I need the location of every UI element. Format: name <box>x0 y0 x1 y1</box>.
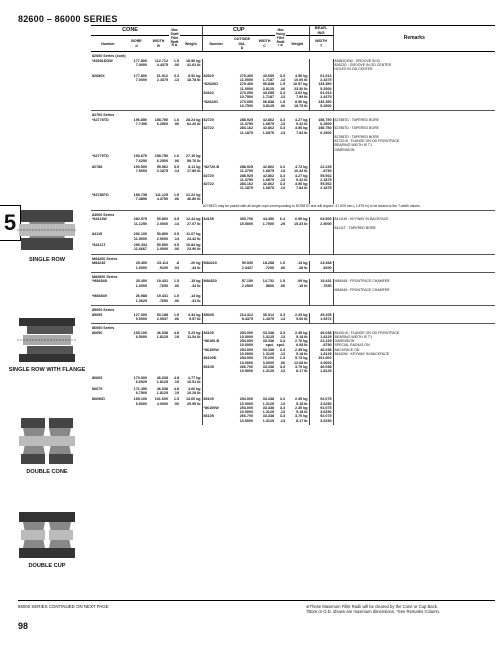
cup-od-cell: 214.312 8.4375 <box>239 312 254 321</box>
cup-weight-cell: 2.35 kg 5.18 lb 2.76 kg 6.08 lb 2.35 kg 5.18 lb 5.73 kg 12.68 lb 3.70 kg 8.17 lb <box>294 330 308 374</box>
cone-weight-cell: 13.60 kg 29.99 lb <box>185 397 201 406</box>
cup-od-cell: 57.150 2.2500 <box>241 279 254 288</box>
page-number: 98 <box>18 621 29 631</box>
remarks-cell <box>333 387 495 398</box>
remarks-cell: 86100-B : FLANGE ON OD FRONTFACE, BEARING WIDTH IS T1 DIMENSION SPECIAL RADIUS ON BACKFACE OD 86100W : KEYWAY IN BACKFACE <box>333 331 495 376</box>
cone-number-cell: *84111T <box>92 243 106 248</box>
remarks-cell <box>333 294 495 305</box>
housing-fillet-cell <box>275 243 286 254</box>
housing-fillet-cell <box>275 232 286 243</box>
cup-weight-cell: 4.56 kg 10.06 lb 10.57 kg 23.30 lb 3.62 kg 7.99 lb 8.50 kg 18.75 lb <box>292 73 308 108</box>
cone-width-cell: 50.800 2.0000 <box>156 243 169 252</box>
cup-number-cell <box>202 243 230 254</box>
remarks-cell <box>333 313 495 324</box>
figure-label: SINGLE ROW <box>28 257 66 263</box>
cup-width-cell: 42.862 1.6875 42.862 1.6875 <box>262 117 275 135</box>
remarks-cell: 82681DGW : GROOVE IN ID 82622D : GROOVE IN OD CENTER HOLES IN OD CENTER <box>333 59 495 74</box>
cup-od-cell <box>230 232 254 243</box>
cone-number-cell: 82680X <box>92 73 105 78</box>
cone-weight-cell: .14 kg .31 lb <box>190 294 201 303</box>
max-shaft-fillet-header: Max Shaft Fillet Radii R ⊕ <box>169 26 180 52</box>
cone-bore-cell: 25.400 1.0000 <box>135 279 147 288</box>
figure-single-row-flange <box>6 316 88 374</box>
cup-number-cell: M84210 <box>202 261 230 272</box>
cone-weight-cell: 5.23 kg 11.54 lb <box>187 330 201 339</box>
bearing-width-cell <box>309 387 333 398</box>
cup-number-cell <box>202 376 230 387</box>
table-row <box>91 331 495 376</box>
shaft-fillet-cell: 1.5 .06 <box>173 279 180 288</box>
cup-od-cell: 254.000 10.0000 254.000 10.0000 254.000 10.0000 254.000 10.0000 266.700 10.5000 <box>239 330 254 374</box>
section-row <box>91 254 495 261</box>
cone-bore-cell: 171.450 6.7500 <box>133 386 147 395</box>
table-row <box>91 376 495 387</box>
cone-number-cell: M84249 <box>92 261 106 266</box>
cone-width-cell: 55.562 2.1875 <box>156 164 169 174</box>
cone-weight-cell: .20 kg .44 lb <box>190 261 201 270</box>
table-row <box>91 279 495 294</box>
cup-od-cell: 254.000 10.0000 254.000 10.0000 266.700 10.5000 <box>239 397 254 423</box>
cup-weight-cell <box>286 59 309 74</box>
cone-weight-cell: 8.52 kg 18.78 lb <box>187 73 201 83</box>
cone-width-cell: 53.188 2.0937 <box>156 312 169 321</box>
cone-weight-header: Weight <box>180 36 202 52</box>
remarks-cell <box>333 165 495 193</box>
cup-weight-cell <box>286 193 309 204</box>
cone-bore-cell: 25.400 1.0000 <box>135 261 147 270</box>
bearing-width-cell <box>309 243 333 254</box>
cone-number-cell: *M84548 <box>92 279 107 284</box>
shaft-fillet-cell: 3.5 .14 <box>173 164 180 174</box>
cone-number-cell: 86650 <box>92 330 103 335</box>
cup-weight-cell <box>286 154 309 165</box>
cup-weight-cell: .13 kg .28 lb <box>297 261 308 270</box>
bearing-width-cell: 22.225 .8750 55.562 2.1875 55.562 2.1875 <box>309 165 333 193</box>
cup-od-cell <box>230 294 254 305</box>
cone-number-cell: 86650D <box>92 397 105 402</box>
cup-weight-cell <box>286 243 309 254</box>
cone-bore-cell: 165.100 6.5000 <box>133 330 147 339</box>
section-heading: 82700 Series <box>91 111 495 118</box>
cup-od-header: OUTSIDE DIA. D <box>230 36 254 52</box>
housing-fillet-cell: 3.3 .13 3.3 spcl. 3.3 .13 1.5 .06 3.3 .13 <box>276 330 286 374</box>
cone-bore-cell: 292.100 11.5000 <box>133 232 147 241</box>
cup-number-cell: 82620 *82620D 82622 *82622D <box>202 74 230 111</box>
section-row <box>91 273 495 280</box>
cone-number-cell: 85095 <box>92 312 103 317</box>
cone-weight-cell: 21.22 kg 46.80 lb <box>185 192 201 202</box>
cup-weight-cell <box>286 376 309 387</box>
cone-width-cell: 19.431 .7650 <box>156 279 169 288</box>
table-row <box>91 193 495 204</box>
cone-weight-cell: 12.44 kg 27.07 lb <box>185 217 201 226</box>
cup-weight-cell <box>286 387 309 398</box>
cone-bore-cell: 282.575 11.1250 <box>133 217 147 226</box>
cup-number-cell: M84510 <box>202 279 230 294</box>
table-row <box>91 397 495 425</box>
cup-width-cell: 18.288 .7200 <box>262 261 275 270</box>
housing-fillet-cell: 3.3 .13 3.3 .13 <box>279 117 286 135</box>
remarks-cell: 82788TD : TAPERED BORE 82786TD : TAPERED BORE 82788TD : TAPERED BORE 82720-B : FLANGE ON OD FRONTFACE, BEARING WIDTH IS T1 DIMENSION <box>333 118 495 155</box>
cup-weight-cell: 6.99 kg 15.33 lb <box>294 217 308 226</box>
cone-weight-cell: 10.84 kg 23.90 lb <box>185 243 201 252</box>
cup-number-cell <box>202 387 230 398</box>
cup-od-cell: 393.700 15.5000 <box>239 217 254 226</box>
cup-width-cell: 14.732 .5800 <box>262 279 275 288</box>
cup-number-cell: 82720 82722 <box>202 118 230 155</box>
cup-width-cell: 42.862 1.6875 42.862 1.6875 42.862 1.6875 <box>262 164 275 191</box>
cup-number-cell <box>202 294 230 305</box>
figure-double-cone <box>6 416 88 476</box>
remarks-cell <box>333 397 495 425</box>
cone-weight-cell: .15 kg .34 lb <box>190 279 201 288</box>
cup-number-cell <box>202 193 230 204</box>
cone-width-cell: 23.114 .9100 <box>156 261 169 270</box>
cone-width-cell: 112.712 4.4375 <box>154 58 169 67</box>
shaft-fillet-cell: 3.5 .06 <box>173 243 180 252</box>
bearing-width-cell <box>309 154 333 165</box>
remarks-cell <box>333 154 495 165</box>
table-body <box>91 52 495 425</box>
cone-width-header: WIDTH B <box>148 36 169 52</box>
cup-width-cell <box>254 376 275 387</box>
cone-weight-cell: 27.10 kg 59.76 lb <box>185 154 201 163</box>
remarks-cell <box>333 376 495 387</box>
housing-fillet-cell: 3.3 .13 3.3 .13 3.3 .13 <box>279 397 286 423</box>
remarks-cell: 84111W : KEYWAY IN BACKFACE 84111T : TAPERED BORE <box>333 217 495 232</box>
cone-bore-cell: 193.675 7.6250 <box>133 154 147 163</box>
cup-width-cell <box>254 294 275 305</box>
bearing-width-cell <box>309 232 333 243</box>
cone-header: CONE <box>91 26 169 36</box>
figure-double-cup <box>6 510 88 570</box>
cup-weight-cell <box>286 232 309 243</box>
cup-number-cell: 86100 *86100W 86105 <box>202 397 230 425</box>
bearing-width-cell <box>309 193 333 204</box>
bearing-width-cell: 158.750 6.2500 158.750 6.2500 <box>309 118 333 155</box>
cone-width-cell: 158.750 6.2500 <box>154 117 169 126</box>
remarks-cell: M84548 : FRONTFACE CHAMFER M84549 : FRONTFACE CHAMFER <box>333 279 495 294</box>
bearing-width-cell: 92.075 3.6250 92.075 3.6250 92.075 3.6250 <box>309 397 333 425</box>
cone-width-cell: 50.800 2.0000 <box>156 232 169 241</box>
cone-weight-cell: 18.96 kg 41.81 lb <box>185 58 201 67</box>
cup-width-cell: 43.655 1.7187 96.838 3.8125 43.655 1.7187 96.838 3.8125 <box>262 73 275 108</box>
cone-bore-cell: 170.000 6.6929 <box>133 375 147 385</box>
bearing-spec-table <box>91 25 495 600</box>
section-row <box>91 52 495 59</box>
cup-number-cell <box>202 154 230 165</box>
cone-bore-cell: 26.988 1.0625 <box>135 294 147 303</box>
cone-number-cell: 86675 <box>92 386 103 391</box>
section-heading: M84200 Series <box>91 254 495 261</box>
cone-width-cell: 46.038 1.8125 <box>156 330 169 339</box>
bearing-width-cell <box>309 294 333 305</box>
shaft-fillet-cell: 1.6 .06 <box>173 117 180 126</box>
cone-width-cell: 61.912 2.4375 <box>156 73 169 83</box>
cup-od-cell <box>230 376 254 387</box>
cone-number-cell: *82778TD <box>92 117 109 122</box>
max-housing-fillet-header: Max Hsing Fillet Radii r ⊕ <box>275 26 286 52</box>
cup-number-cell: 86100 *86100-B *86100W 86100D 86105 <box>202 331 230 376</box>
cone-width-cell: 46.038 1.8125 <box>156 386 169 395</box>
cup-width-header: WIDTH C <box>254 36 275 52</box>
bearing-width-cell: 63.500 2.5000 <box>309 217 333 232</box>
cone-bore-cell: 296.334 11.6667 <box>133 243 147 252</box>
cone-bore-cell: 196.850 7.7496 <box>133 117 147 126</box>
figure-label: DOUBLE CONE <box>26 469 68 475</box>
bearing-width-header: WIDTH T <box>309 36 333 52</box>
shaft-fillet-cell: 3.5 .14 <box>173 232 180 241</box>
housing-fillet-cell <box>275 294 286 305</box>
shaft-fillet-cell: 4.8 .19 <box>173 375 180 385</box>
shaft-fillet-cell: 3.5 .14 <box>173 217 180 226</box>
cone-number-cell: *M84549 <box>92 294 107 299</box>
cone-width-cell: 101.600 4.0000 <box>154 397 169 406</box>
cup-width-cell <box>254 154 275 165</box>
cup-width-cell: 33.338 1.3125 33.338 spcl. 33.338 1.3125 76.200 3.0000 33.338 1.3125 <box>262 330 275 374</box>
cup-od-cell <box>230 193 254 204</box>
bearing-double-cup-icon <box>17 510 77 560</box>
cone-number-cell: *82788TD <box>92 192 109 197</box>
cup-weight-cell: 4.27 kg 9.42 lb 3.56 kg 7.84 lb <box>295 117 308 135</box>
table-row <box>91 217 495 232</box>
footnote-continued: 86000 SERIES CONTINUED ON NEXT PAGE <box>18 604 109 609</box>
footnote-legend: ⊕These Maximum Fillet Radii will be cleared by the Cone or Cup Back. †Bore or O.D. shown are maximum dimensions. *See Remarks Column. <box>306 604 441 614</box>
table-row <box>91 59 495 74</box>
note-row <box>91 204 495 211</box>
table-row <box>91 294 495 305</box>
cup-width-cell: 33.338 1.3125 33.338 1.3125 33.338 1.3125 <box>262 397 275 423</box>
cone-bore-cell: 189.738 7.4896 <box>133 192 147 202</box>
housing-fillet-cell <box>275 154 286 165</box>
shaft-fillet-cell: 1.5 .06 <box>173 192 180 202</box>
bearing-width-cell: 49.205 1.9372 <box>309 313 333 324</box>
cup-number-cell: 84155 <box>202 217 230 232</box>
housing-fillet-cell: 3.3 .13 3.3 .13 3.3 .13 <box>279 164 286 191</box>
table-row <box>91 74 495 111</box>
table-row <box>91 313 495 324</box>
shaft-fillet-cell: 1.5 .06 <box>173 312 180 321</box>
housing-fillet-cell: 3.3 .13 <box>279 312 286 321</box>
bearing-width-cell: 23.368 .9200 <box>309 261 333 272</box>
bearing-single-row-icon <box>17 206 77 254</box>
pairing-note: 82788TD may be paired with all single cups corresponding to 82788TD and will require -47.625 mm (-1.875 in) to be added to the T-width values. <box>203 203 421 208</box>
bearing-flange-icon <box>17 316 77 364</box>
cup-od-cell <box>230 154 254 165</box>
housing-fillet-cell: 6.4 .25 <box>279 217 286 226</box>
shaft-fillet-cell: 1.5 .06 <box>173 397 180 406</box>
footer-rule <box>18 600 495 601</box>
cup-od-cell: 279.400 11.0000 279.400 11.0000 273.050 10.7500 273.050 10.7500 <box>239 73 254 108</box>
housing-fillet-cell: 3.3 .13 1.5 .06 3.3 .13 1.5 .06 <box>279 73 286 108</box>
cup-weight-cell: 2.29 kg 5.06 lb <box>295 312 308 321</box>
cone-bore-header: BORE d <box>125 36 148 52</box>
section-row <box>91 211 495 218</box>
cup-od-cell <box>230 59 254 74</box>
housing-fillet-cell: 1.5 .06 <box>279 261 286 270</box>
housing-fillet-cell <box>275 387 286 398</box>
cone-width-cell: 50.800 2.0000 <box>156 217 169 226</box>
bearing-width-cell <box>309 376 333 387</box>
figure-label: SINGLE ROW WITH FLANGE <box>8 367 86 373</box>
housing-fillet-cell: 1.5 .06 <box>279 279 286 288</box>
section-heading: 85000 Series <box>91 306 495 313</box>
bearing-width-cell: 46.038 1.8125 22.225 .8750 46.038 1.8125 101.600 4.0000 46.038 1.8125 <box>309 331 333 376</box>
cone-bore-cell: 177.800 7.0000 <box>133 58 147 67</box>
remarks-cell <box>333 74 495 111</box>
section-tab: 5 <box>0 205 21 241</box>
figure-single-row <box>6 206 88 264</box>
remarks-cell <box>333 261 495 272</box>
remarks-cell <box>333 193 495 204</box>
cup-od-cell: 288.925 11.3750 284.162 11.1875 <box>239 117 254 135</box>
series-title: 82600 – 86000 SERIES <box>18 14 118 24</box>
section-heading: 84000 Series <box>91 211 495 218</box>
cone-bore-cell: 165.100 6.5000 <box>133 397 147 406</box>
cone-width-cell: 19.431 .7650 <box>156 294 169 303</box>
cup-number-cell: *82720-B 82720 82722 <box>202 165 230 193</box>
bearing-width-cell: 61.913 2.4375 133.350 5.2500 61.913 2.4375 133.350 5.2500 <box>309 74 333 111</box>
cup-width-cell <box>254 387 275 398</box>
cone-weight-cell: 28.24 kg 62.26 lb <box>185 117 201 126</box>
table-row <box>91 387 495 398</box>
shaft-fillet-cell: 4.8 .19 <box>173 330 180 339</box>
cup-number-header: Number <box>202 36 230 52</box>
cone-width-cell: 111.125 4.3750 <box>155 192 169 202</box>
shaft-fillet-cell: 1.5 .06 <box>173 294 180 303</box>
cone-number-cell: 84115 <box>92 232 103 237</box>
section-heading: 82600 Series (cont) <box>91 52 495 59</box>
table-row <box>91 261 495 272</box>
cone-weight-cell: 4.66 kg 10.29 lb <box>187 386 201 395</box>
cup-header: CUP <box>202 26 275 36</box>
cone-number-cell: *82779TD <box>92 154 109 159</box>
cone-width-cell: 158.750 6.2500 <box>154 154 169 163</box>
cone-number-cell: 82788 <box>92 164 103 169</box>
section-row <box>91 111 495 118</box>
cone-bore-cell: 127.000 5.0000 <box>133 312 147 321</box>
shaft-fillet-cell: 3.3 .13 <box>173 73 180 83</box>
housing-fillet-cell <box>275 376 286 387</box>
bearing-header: BEAR- ING <box>309 26 333 36</box>
cup-width-cell: 36.512 1.4375 <box>262 312 275 321</box>
cup-weight-cell <box>286 294 309 305</box>
cup-weight-cell: 2.35 kg 5.18 lb 2.35 kg 5.18 lb 3.70 kg 8.17 lb <box>295 397 308 423</box>
cup-weight-cell: 4.72 kg 10.42 lb 4.27 kg 9.42 lb 3.56 kg 7.84 lb <box>294 164 308 191</box>
shaft-fillet-cell: 4.8 .19 <box>173 386 180 395</box>
table-row <box>91 165 495 193</box>
shaft-fillet-cell: .8 .03 <box>173 261 180 270</box>
cone-number-cell: *82681DGW <box>92 58 113 63</box>
section-heading: M84500 Series <box>91 273 495 280</box>
section-row <box>91 324 495 331</box>
shaft-fillet-cell: 1.6 .06 <box>173 154 180 163</box>
cup-width-cell <box>254 243 275 254</box>
cup-weight-cell: .09 kg .19 lb <box>297 279 308 288</box>
cone-width-cell: 46.038 1.8125 <box>156 375 169 385</box>
cup-width-cell <box>254 232 275 243</box>
remarks-cell <box>333 243 495 254</box>
cone-bore-cell: 190.500 7.5000 <box>133 164 147 174</box>
housing-fillet-cell <box>275 193 286 204</box>
cone-weight-cell: 11.07 kg 24.42 lb <box>186 232 201 241</box>
cup-number-cell <box>202 59 230 74</box>
housing-fillet-cell <box>275 59 286 74</box>
cup-width-cell <box>254 193 275 204</box>
section-row <box>91 306 495 313</box>
cone-number-header: Number <box>91 36 125 52</box>
cup-od-cell <box>230 387 254 398</box>
section-heading: 86000 Series <box>91 324 495 331</box>
remarks-cell <box>333 232 495 243</box>
cup-od-cell <box>230 243 254 254</box>
cone-weight-cell: 4.34 kg 9.57 lb <box>188 312 201 321</box>
cone-bore-cell: 177.800 7.0000 <box>133 73 147 83</box>
cone-number-cell: 86669 <box>92 375 103 380</box>
cup-width-cell: 44.450 1.7500 <box>262 217 275 226</box>
bearing-double-cone-icon <box>17 416 77 466</box>
cup-od-cell: 59.530 2.3437 <box>241 261 254 270</box>
figure-label: DOUBLE CUP <box>28 563 66 569</box>
cup-width-cell <box>254 59 275 74</box>
cup-od-cell: 288.925 11.3750 288.925 11.3750 284.162 11.1875 <box>239 164 254 191</box>
cone-weight-cell: 8.11 kg 17.89 lb <box>187 164 201 174</box>
cup-number-cell: 85045 <box>202 313 230 324</box>
bearing-width-cell: 19.431 .7650 <box>309 279 333 294</box>
table-row <box>91 118 495 155</box>
cup-number-cell <box>202 232 230 243</box>
cone-number-cell: *84111W <box>92 217 107 222</box>
remarks-header: Remarks <box>333 26 495 52</box>
table-row <box>91 243 495 254</box>
cup-weight-header: Weight <box>286 36 309 52</box>
bearing-width-cell <box>309 59 333 74</box>
table-row <box>91 232 495 243</box>
cone-weight-cell: 4.77 kg 10.51 lb <box>187 375 201 385</box>
shaft-fillet-cell: 1.5 .06 <box>173 58 180 67</box>
table-row <box>91 154 495 165</box>
